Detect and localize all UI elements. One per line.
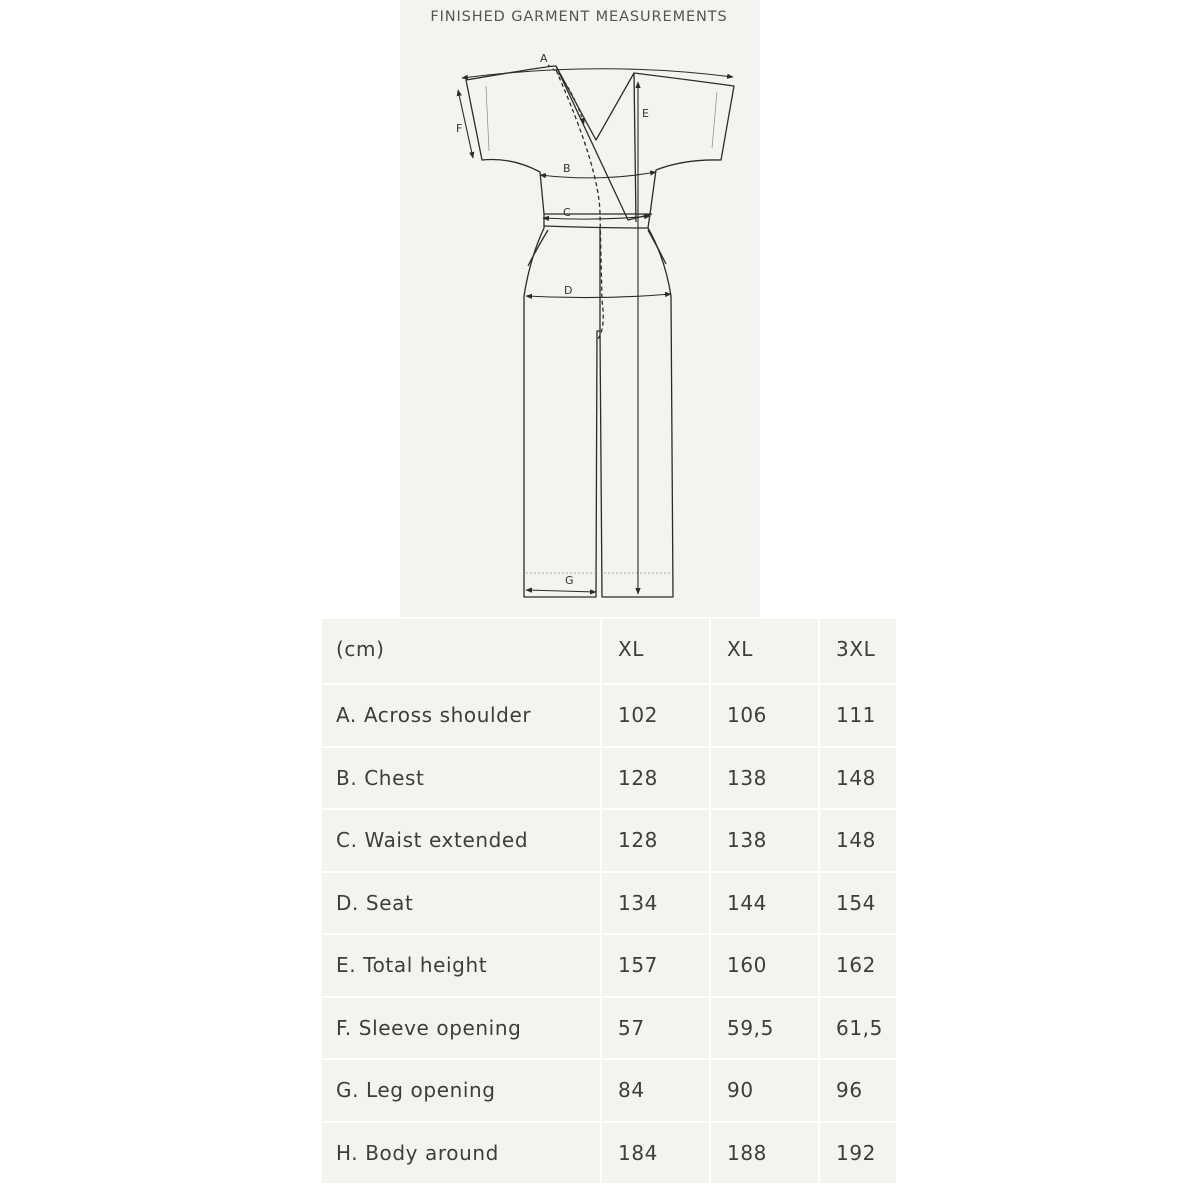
row-label: D. Seat (321, 872, 601, 935)
measure-line-B (540, 172, 656, 178)
table-row (321, 684, 897, 747)
marker-C: C (563, 206, 571, 219)
pocket-right (648, 230, 666, 264)
row-value: 128 (601, 809, 710, 872)
row-value: 138 (710, 809, 819, 872)
row-value: 90 (710, 1059, 819, 1122)
pocket-left (528, 230, 548, 266)
row-label: A. Across shoulder (321, 684, 601, 747)
row-value: 138 (710, 747, 819, 810)
marker-D: D (564, 284, 573, 297)
row-value: 84 (601, 1059, 710, 1122)
table-row (321, 1059, 897, 1122)
row-value: 102 (601, 684, 710, 747)
row-value: 154 (819, 872, 897, 935)
measure-line-A (462, 69, 733, 78)
table-row (321, 747, 897, 810)
row-value: 106 (710, 684, 819, 747)
size-table (320, 617, 898, 1185)
row-label: H. Body around (321, 1122, 601, 1185)
waistband-bottom (544, 226, 648, 228)
row-label: B. Chest (321, 747, 601, 810)
row-label: G. Leg opening (321, 1059, 601, 1122)
sleeve-hem-right (712, 92, 717, 148)
marker-B: B (563, 162, 571, 175)
neckline-right (634, 73, 636, 222)
row-value: 96 (819, 1059, 897, 1122)
row-value: 148 (819, 809, 897, 872)
measure-line-G (526, 590, 596, 592)
row-value: 184 (601, 1122, 710, 1185)
row-value: 134 (601, 872, 710, 935)
header-unit: (cm) (321, 618, 601, 684)
row-value: 188 (710, 1122, 819, 1185)
row-value: 162 (819, 934, 897, 997)
table-row (321, 1122, 897, 1185)
table-row (321, 872, 897, 935)
row-label: E. Total height (321, 934, 601, 997)
row-value: 128 (601, 747, 710, 810)
sleeve-hem-left (486, 86, 489, 151)
header-size: XL (601, 618, 710, 684)
measure-line-D (526, 294, 671, 298)
garment-outline (466, 66, 734, 597)
table-row (321, 934, 897, 997)
row-value: 148 (819, 747, 897, 810)
row-label: C. Waist extended (321, 809, 601, 872)
table-row (321, 809, 897, 872)
row-value: 157 (601, 934, 710, 997)
row-value: 61,5 (819, 997, 897, 1060)
marker-E: E (642, 107, 649, 120)
row-value: 111 (819, 684, 897, 747)
header-size: XL (710, 618, 819, 684)
diagram-panel (400, 0, 760, 617)
row-value: 144 (710, 872, 819, 935)
row-value: 59,5 (710, 997, 819, 1060)
diagram-title: FINISHED GARMENT MEASUREMENTS (430, 9, 728, 25)
marker-A: A (540, 52, 548, 65)
marker-F: F (456, 122, 463, 135)
row-value: 192 (819, 1122, 897, 1185)
row-label: F. Sleeve opening (321, 997, 601, 1060)
row-value: 160 (710, 934, 819, 997)
table-row (321, 997, 897, 1060)
header-size: 3XL (819, 618, 897, 684)
row-value: 57 (601, 997, 710, 1060)
marker-G: G (565, 574, 574, 587)
table-header-row (321, 618, 897, 684)
jumpsuit-technical-drawing (400, 0, 760, 617)
